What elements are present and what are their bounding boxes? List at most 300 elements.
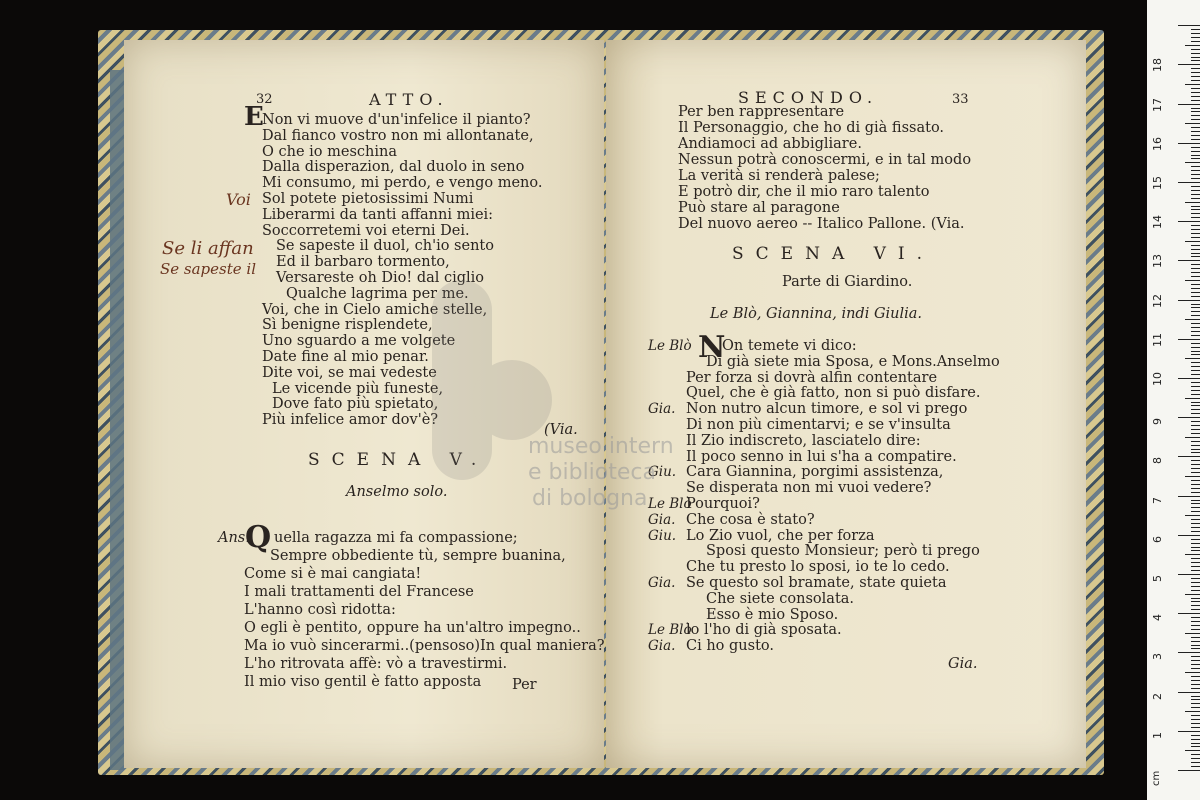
handwritten-note: Voi xyxy=(226,190,251,209)
ruler-tick xyxy=(1185,162,1200,163)
ruler-tick xyxy=(1178,221,1200,222)
ruler-tick xyxy=(1185,280,1200,281)
ruler-tick xyxy=(1191,402,1200,403)
ruler-tick xyxy=(1191,641,1200,642)
ruler-tick xyxy=(1191,194,1200,195)
ruler-tick xyxy=(1191,209,1200,210)
ruler-tick xyxy=(1191,311,1200,312)
ruler-tick xyxy=(1191,464,1200,465)
ruler-tick xyxy=(1191,660,1200,661)
dialogue-line: Pourquoi? xyxy=(686,496,760,512)
catchword: Per xyxy=(512,677,537,693)
ruler-number: 12 xyxy=(1151,293,1164,308)
ruler-tick xyxy=(1178,613,1200,614)
ruler-tick xyxy=(1191,539,1200,540)
ruler-tick xyxy=(1191,272,1200,273)
drop-cap: Q xyxy=(245,520,272,555)
verse-line: Nessun potrà conoscermi, e in tal modo xyxy=(678,152,972,168)
measuring-ruler xyxy=(1147,0,1200,800)
ruler-tick xyxy=(1191,590,1200,591)
ruler-tick xyxy=(1191,452,1200,453)
ruler-tick xyxy=(1191,335,1200,336)
stage-exit: (Via. xyxy=(544,422,578,438)
ruler-tick xyxy=(1191,37,1200,38)
verse-line: Dalla disperazion, dal duolo in seno xyxy=(262,159,525,176)
ruler-tick xyxy=(1185,554,1200,555)
ruler-tick xyxy=(1191,696,1200,697)
verse-line: Ma io vuò sincerarmi..(pensoso)In qual maniera? xyxy=(244,638,605,654)
ruler-tick xyxy=(1191,72,1200,73)
ruler-tick xyxy=(1191,323,1200,324)
dialogue-line: Lo Zio vuol, che per forza xyxy=(686,527,875,544)
ruler-tick xyxy=(1191,57,1200,58)
verse-line: Come si è mai cangiata! xyxy=(244,566,422,582)
ruler-tick xyxy=(1178,496,1200,497)
verse-line: Qualche lagrima per me. xyxy=(286,285,469,302)
ruler-tick xyxy=(1185,123,1200,124)
ruler-tick xyxy=(1191,354,1200,355)
ruler-tick xyxy=(1191,723,1200,724)
running-head: SECONDO. xyxy=(738,88,879,107)
ruler-tick xyxy=(1185,319,1200,320)
dialogue-line: Ci ho gusto. xyxy=(686,638,774,655)
ruler-tick xyxy=(1191,531,1200,532)
verse-line: Ed il barbaro tormento, xyxy=(276,254,450,271)
scene-title: SCENA VI. xyxy=(732,244,935,264)
dialogue-line: Che cosa è stato? xyxy=(686,511,815,528)
ruler-tick xyxy=(1178,25,1200,26)
ruler-tick xyxy=(1178,260,1200,261)
dialogue-line: Il poco senno in lui s'ha a compatire. xyxy=(686,448,957,465)
ruler-tick xyxy=(1191,566,1200,567)
ruler-tick xyxy=(1191,331,1200,332)
ruler-tick xyxy=(1191,233,1200,234)
ruler-tick xyxy=(1191,229,1200,230)
ruler-tick xyxy=(1191,598,1200,599)
speaker-label: Giu. xyxy=(648,527,677,544)
ruler-tick xyxy=(1178,770,1200,771)
ruler-tick xyxy=(1191,715,1200,716)
ruler-number: 14 xyxy=(1151,215,1164,230)
speaker-label: Gia. xyxy=(648,575,676,591)
ruler-tick xyxy=(1191,492,1200,493)
ruler-tick xyxy=(1191,684,1200,685)
verse-line: Dal fianco vostro non mi allontanate, xyxy=(262,127,534,144)
ruler-tick xyxy=(1191,527,1200,528)
verse-line: Può stare al paragone xyxy=(678,200,840,216)
ruler-tick xyxy=(1191,135,1200,136)
ruler-tick xyxy=(1178,456,1200,457)
ruler-tick xyxy=(1191,743,1200,744)
ruler-tick xyxy=(1191,29,1200,30)
ruler-tick xyxy=(1191,92,1200,93)
ruler-tick xyxy=(1191,617,1200,618)
ruler-tick xyxy=(1191,480,1200,481)
ruler-tick xyxy=(1191,119,1200,120)
ruler-tick xyxy=(1185,398,1200,399)
scene-title: SCENA V. xyxy=(308,450,489,470)
ruler-tick xyxy=(1191,625,1200,626)
ruler-tick xyxy=(1191,151,1200,152)
speaker-label: Gia. xyxy=(648,638,676,655)
ruler-tick xyxy=(1191,703,1200,704)
ruler-tick xyxy=(1185,45,1200,46)
ruler-tick xyxy=(1191,433,1200,434)
ruler-tick xyxy=(1191,88,1200,89)
ruler-tick xyxy=(1191,699,1200,700)
verse-line: Mi consumo, mi perdo, e vengo meno. xyxy=(262,175,543,192)
ruler-tick xyxy=(1191,449,1200,450)
verse-line: O che io meschina xyxy=(262,143,397,160)
ruler-tick xyxy=(1178,143,1200,144)
ruler-tick xyxy=(1191,186,1200,187)
ruler-tick xyxy=(1185,476,1200,477)
ruler-number: 17 xyxy=(1151,97,1164,112)
ruler-number: 7 xyxy=(1151,496,1164,504)
ruler-tick xyxy=(1191,570,1200,571)
ruler-tick xyxy=(1191,284,1200,285)
speaker-label: Le Blò xyxy=(648,622,692,639)
ruler-number: 16 xyxy=(1151,136,1164,151)
ruler-tick xyxy=(1191,472,1200,473)
ruler-tick xyxy=(1191,147,1200,148)
ruler-tick xyxy=(1185,437,1200,438)
ruler-tick xyxy=(1191,507,1200,508)
ruler-tick xyxy=(1191,41,1200,42)
dialogue-line: Esso è mio Sposo. xyxy=(706,606,839,623)
ruler-tick xyxy=(1191,468,1200,469)
ruler-number: 9 xyxy=(1151,418,1164,426)
verse-line: Voi, che in Cielo amiche stelle, xyxy=(262,301,488,318)
ruler-tick xyxy=(1178,182,1200,183)
ruler-tick xyxy=(1191,347,1200,348)
ruler-tick xyxy=(1191,425,1200,426)
ruler-tick xyxy=(1191,688,1200,689)
ruler-tick xyxy=(1185,358,1200,359)
ruler-tick xyxy=(1191,405,1200,406)
ruler-tick xyxy=(1185,202,1200,203)
drop-cap: N xyxy=(698,330,726,365)
page-number: 32 xyxy=(256,92,273,107)
ruler-tick xyxy=(1191,53,1200,54)
ruler-tick xyxy=(1191,139,1200,140)
verse-line: Il mio viso gentil è fatto apposta xyxy=(244,674,482,690)
ruler-tick xyxy=(1191,131,1200,132)
ruler-tick xyxy=(1191,562,1200,563)
ruler-tick xyxy=(1191,296,1200,297)
ruler-tick xyxy=(1185,84,1200,85)
ruler-tick xyxy=(1191,292,1200,293)
ruler-tick xyxy=(1191,249,1200,250)
ruler-tick xyxy=(1191,586,1200,587)
verse-line: Versareste oh Dio! dal ciglio xyxy=(276,270,485,286)
verse-line: Date fine al mio penar. xyxy=(262,349,429,365)
ruler-tick xyxy=(1185,633,1200,634)
dialogue-line: Cara Giannina, porgimi assistenza, xyxy=(686,464,944,481)
ruler-tick xyxy=(1191,155,1200,156)
dialogue-line: Sposi questo Monsieur; però ti prego xyxy=(706,543,980,560)
ruler-tick xyxy=(1191,304,1200,305)
ruler-tick xyxy=(1191,637,1200,638)
ruler-tick xyxy=(1191,100,1200,101)
ruler-number: 5 xyxy=(1151,575,1164,582)
ruler-tick xyxy=(1191,307,1200,308)
ruler-tick xyxy=(1191,382,1200,383)
ruler-tick xyxy=(1191,503,1200,504)
ruler-tick xyxy=(1191,76,1200,77)
verse-line: uella ragazza mi fa compassione; xyxy=(274,530,518,546)
ruler-tick xyxy=(1178,104,1200,105)
ruler-tick xyxy=(1191,158,1200,159)
verse-line: O egli è pentito, oppure ha un'altro impegno.. xyxy=(244,620,581,636)
ruler-tick xyxy=(1191,523,1200,524)
ruler-number: 10 xyxy=(1151,372,1164,386)
verse-line: Uno sguardo a me volgete xyxy=(262,333,456,350)
ruler-tick xyxy=(1191,49,1200,50)
ruler-tick xyxy=(1191,115,1200,116)
ruler-tick xyxy=(1178,652,1200,653)
ruler-tick xyxy=(1191,656,1200,657)
dialogue-line: On temete vi dico: xyxy=(722,338,857,354)
ruler-unit: cm xyxy=(1151,770,1162,786)
ruler-tick xyxy=(1185,711,1200,712)
verse-line: Se sapeste il duol, ch'io sento xyxy=(276,238,494,255)
speaker-label: Ans. xyxy=(218,530,250,546)
ruler-number: 11 xyxy=(1151,332,1164,347)
ruler-tick xyxy=(1191,127,1200,128)
ruler-tick xyxy=(1191,609,1200,610)
right-page xyxy=(606,40,1086,768)
ruler-tick xyxy=(1191,727,1200,728)
ruler-tick xyxy=(1191,178,1200,179)
ruler-tick xyxy=(1191,621,1200,622)
dialogue-line: Il Zio indiscreto, lasciatelo dire: xyxy=(686,432,921,449)
speaker-label: Gia. xyxy=(648,401,676,418)
ruler-tick xyxy=(1191,343,1200,344)
dialogue-line: Di non più cimentarvi; e se v'insulta xyxy=(686,417,951,433)
ruler-number: 15 xyxy=(1151,176,1164,190)
verse-line: Andiamoci ad abbigliare. xyxy=(678,136,862,152)
ruler-tick xyxy=(1191,421,1200,422)
ruler-tick xyxy=(1178,692,1200,693)
ruler-tick xyxy=(1191,225,1200,226)
ruler-tick xyxy=(1191,198,1200,199)
dialogue-line: Di già siete mia Sposa, e Mons.Anselmo xyxy=(706,353,1000,370)
ruler-tick xyxy=(1191,264,1200,265)
verse-line: Per ben rappresentare xyxy=(678,104,845,120)
speaker-label: Giu. xyxy=(648,464,677,481)
ruler-tick xyxy=(1191,237,1200,238)
ruler-tick xyxy=(1191,707,1200,708)
ruler-tick xyxy=(1191,390,1200,391)
ruler-tick xyxy=(1191,488,1200,489)
ruler-tick xyxy=(1178,574,1200,575)
ruler-tick xyxy=(1191,758,1200,759)
drop-cap: E xyxy=(244,102,264,132)
watermark-text: e biblioteca xyxy=(528,460,656,485)
ruler-tick xyxy=(1191,256,1200,257)
ruler-tick xyxy=(1191,245,1200,246)
ruler-tick xyxy=(1191,668,1200,669)
ruler-tick xyxy=(1191,645,1200,646)
ruler-tick xyxy=(1191,558,1200,559)
ruler-tick xyxy=(1178,417,1200,418)
ruler-number: 6 xyxy=(1151,535,1164,543)
ruler-tick xyxy=(1185,515,1200,516)
ruler-tick xyxy=(1191,429,1200,430)
ruler-tick xyxy=(1191,766,1200,767)
ruler-tick xyxy=(1191,276,1200,277)
handwritten-note: Se sapeste il xyxy=(160,260,257,278)
verse-line: Del nuovo aereo -- Italico Pallone. (Via. xyxy=(678,216,965,232)
ruler-tick xyxy=(1185,750,1200,751)
verse-line: L'ho ritrovata affè: vò a travestirmi. xyxy=(244,656,508,672)
ruler-tick xyxy=(1191,217,1200,218)
ruler-tick xyxy=(1191,578,1200,579)
ruler-tick xyxy=(1191,739,1200,740)
verse-line: Dove fato più spietato, xyxy=(272,396,439,413)
ruler-tick xyxy=(1191,754,1200,755)
ruler-tick xyxy=(1191,60,1200,61)
verse-line: Soccorretemi voi eterni Dei. xyxy=(262,222,470,239)
ruler-tick xyxy=(1191,500,1200,501)
ruler-tick xyxy=(1191,108,1200,109)
ruler-tick xyxy=(1191,166,1200,167)
ruler-tick xyxy=(1178,64,1200,65)
ruler-tick xyxy=(1191,409,1200,410)
handwritten-note: Se li affan xyxy=(162,238,254,259)
verse-line: Sempre obbediente tù, sempre buanina, xyxy=(270,548,566,564)
dialogue-line: Per forza si dovrà alfin contentare xyxy=(686,369,938,386)
speaker-label: Le Blò xyxy=(648,338,692,354)
ruler-tick xyxy=(1191,315,1200,316)
ruler-tick xyxy=(1191,445,1200,446)
ruler-tick xyxy=(1191,374,1200,375)
verse-line: Il Personaggio, che ho di già fissato. xyxy=(678,120,945,136)
ruler-tick xyxy=(1191,80,1200,81)
verse-line: L'hanno così ridotta: xyxy=(244,602,396,618)
verse-line: Non vi muove d'un'infelice il pianto? xyxy=(262,112,531,128)
ruler-tick xyxy=(1191,68,1200,69)
ruler-tick xyxy=(1191,213,1200,214)
ruler-tick xyxy=(1191,362,1200,363)
ruler-tick xyxy=(1191,190,1200,191)
ruler-tick xyxy=(1191,268,1200,269)
ruler-number: 8 xyxy=(1151,457,1164,465)
ruler-tick xyxy=(1191,413,1200,414)
dialogue-line: Che siete consolata. xyxy=(706,590,855,607)
ruler-tick xyxy=(1191,174,1200,175)
verse-line: I mali trattamenti del Francese xyxy=(244,584,474,600)
ruler-tick xyxy=(1191,111,1200,112)
ruler-tick xyxy=(1185,672,1200,673)
ruler-tick xyxy=(1178,339,1200,340)
catchword: Gia. xyxy=(948,656,978,672)
book-edge xyxy=(110,70,124,770)
ruler-tick xyxy=(1178,731,1200,732)
ruler-tick xyxy=(1191,386,1200,387)
ruler-tick xyxy=(1191,719,1200,720)
ruler-tick xyxy=(1191,762,1200,763)
ruler-tick xyxy=(1191,550,1200,551)
ruler-number: 18 xyxy=(1151,58,1164,73)
speaker-label: Le Blò xyxy=(648,496,692,512)
ruler-tick xyxy=(1191,680,1200,681)
verse-line: Dite voi, se mai vedeste xyxy=(262,364,437,381)
ruler-tick xyxy=(1191,582,1200,583)
ruler-tick xyxy=(1191,33,1200,34)
ruler-tick xyxy=(1191,519,1200,520)
ruler-tick xyxy=(1185,241,1200,242)
ruler-tick xyxy=(1191,547,1200,548)
page-number: 33 xyxy=(952,92,969,107)
running-head: ATTO. xyxy=(369,90,449,109)
verse-line: Liberarmi da tanti affanni miei: xyxy=(262,206,494,223)
ruler-tick xyxy=(1178,300,1200,301)
scene-setting: Parte di Giardino. xyxy=(782,274,913,290)
ruler-tick xyxy=(1191,288,1200,289)
ruler-tick xyxy=(1191,253,1200,254)
ruler-tick xyxy=(1191,366,1200,367)
verse-line: Le vicende più funeste, xyxy=(272,380,444,397)
ruler-tick xyxy=(1191,327,1200,328)
ruler-number: 2 xyxy=(1151,692,1164,700)
ruler-tick xyxy=(1191,664,1200,665)
verse-line: Sol potete pietosissimi Numi xyxy=(262,191,474,207)
ruler-tick xyxy=(1185,594,1200,595)
ruler-number: 1 xyxy=(1151,731,1164,739)
dialogue-line: Quel, che è già fatto, non si può disfare. xyxy=(686,385,981,402)
ruler-tick xyxy=(1191,170,1200,171)
ruler-number: 13 xyxy=(1151,254,1164,269)
verse-line: Sì benigne risplendete, xyxy=(262,317,433,334)
ruler-tick xyxy=(1191,648,1200,649)
scene-characters: Le Blò, Giannina, indi Giulia. xyxy=(710,306,923,322)
ruler-tick xyxy=(1191,206,1200,207)
ruler-tick xyxy=(1191,543,1200,544)
ruler-tick xyxy=(1191,441,1200,442)
dialogue-line: Che tu presto lo sposi, io te lo cedo. xyxy=(686,559,950,576)
ruler-tick xyxy=(1178,535,1200,536)
ruler-tick xyxy=(1191,746,1200,747)
dialogue-line: Se disperata non mi vuoi vedere? xyxy=(686,480,932,497)
verse-line: E potrò dir, che il mio raro talento xyxy=(678,184,930,200)
verse-line: La verità si renderà palese; xyxy=(678,168,880,184)
speaker-label: Gia. xyxy=(648,511,676,528)
watermark-text: museo intern xyxy=(528,434,674,459)
dialogue-line: Se questo sol bramate, state quieta xyxy=(686,575,947,591)
ruler-number: 4 xyxy=(1151,614,1164,622)
ruler-tick xyxy=(1191,351,1200,352)
ruler-tick xyxy=(1178,378,1200,379)
dialogue-line: lo l'ho di già sposata. xyxy=(686,622,842,639)
ruler-tick xyxy=(1191,394,1200,395)
ruler-tick xyxy=(1191,605,1200,606)
ruler-tick xyxy=(1191,601,1200,602)
verse-line: Più infelice amor dov'è? xyxy=(262,412,439,429)
ruler-tick xyxy=(1191,511,1200,512)
ruler-number: 3 xyxy=(1151,653,1164,661)
ruler-tick xyxy=(1191,370,1200,371)
ruler-tick xyxy=(1191,629,1200,630)
ruler-tick xyxy=(1191,484,1200,485)
ruler-tick xyxy=(1191,460,1200,461)
scene-subtitle: Anselmo solo. xyxy=(346,484,448,500)
watermark-text: di bologna xyxy=(532,486,648,511)
ruler-tick xyxy=(1191,676,1200,677)
ruler-tick xyxy=(1191,735,1200,736)
ruler-tick xyxy=(1191,96,1200,97)
